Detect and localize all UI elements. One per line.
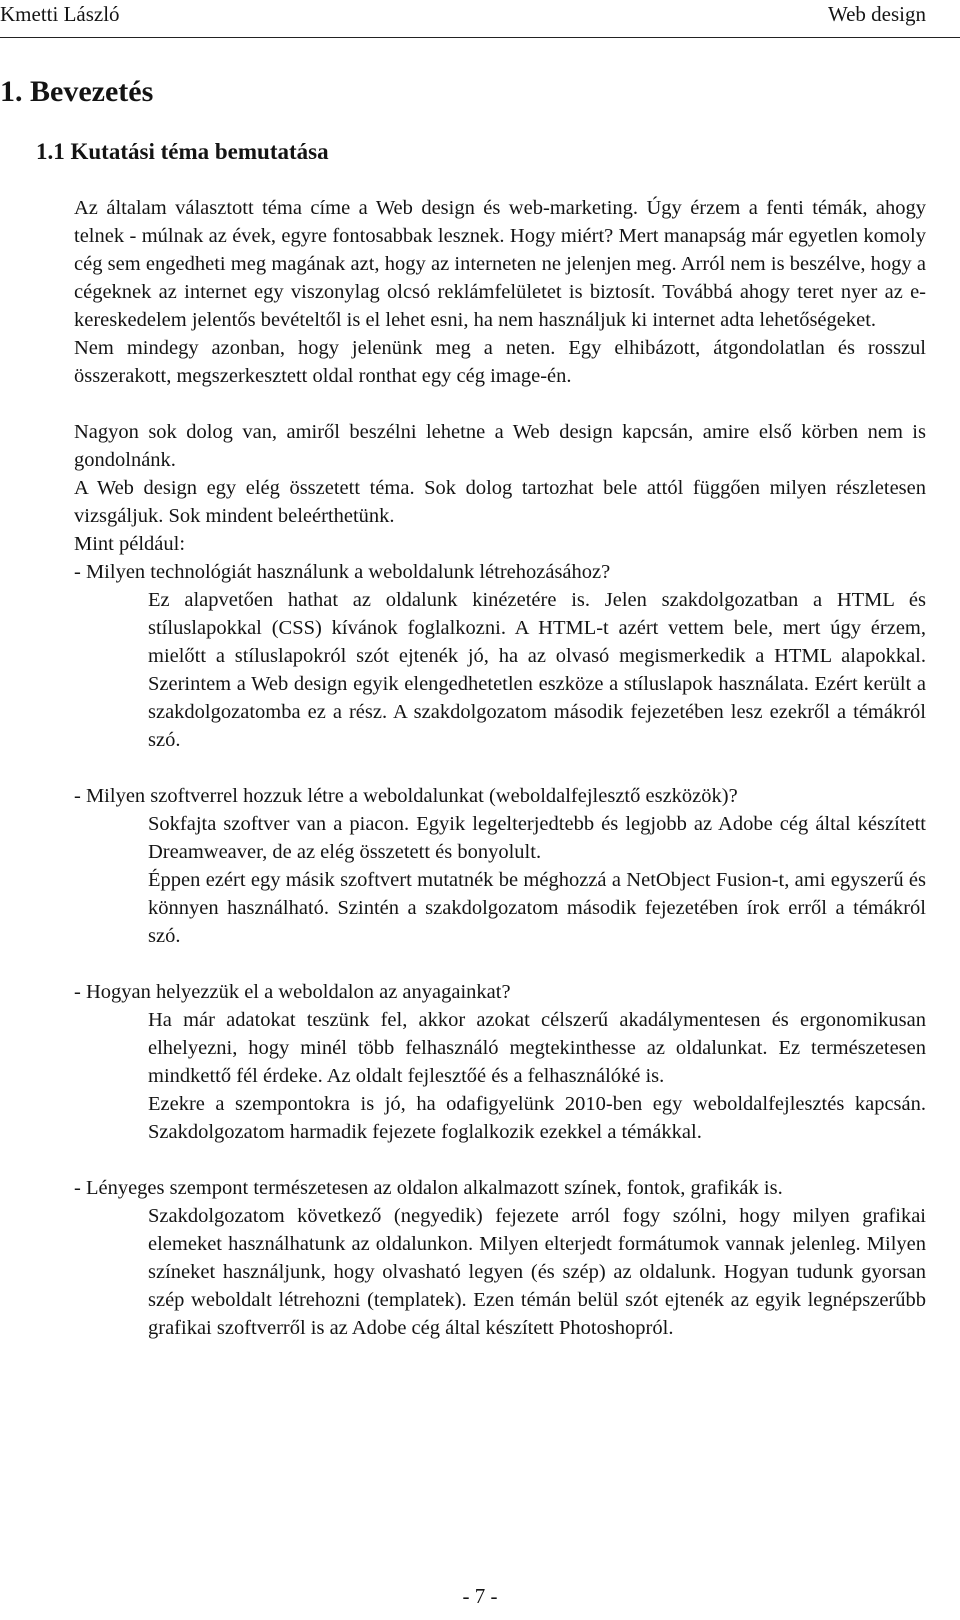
page-number: - 7 - — [462, 1584, 498, 1608]
answer-placement-accessibility: Ha már adatokat teszünk fel, akkor azokat célszerű akadálymentesen és ergonomikusan elhelyezni, hogy minél több felhasználó megtekinthesse az oldalunkat. Ez természetesen mindkettő fél érdeke. Az oldalt fejlesztőé és a felhasználóké is. — [148, 1009, 926, 1087]
question-graphics: - Lényeges szempont természetesen az oldalon alkalmazott színek, fontok, grafikák is. — [74, 1177, 783, 1199]
question-software: - Milyen szoftverrel hozzuk létre a weboldalunkat (weboldalfejlesztő eszközök)? — [74, 785, 738, 807]
paragraph-image: Nem mindegy azonban, hogy jelenünk meg a neten. Egy elhibázott, átgondolatlan és rosszul összerakott, megszerkesztett oldal ronthat egy cég image-én. — [74, 337, 926, 387]
answer-graphics: Szakdolgozatom következő (negyedik) fejezete arról fogy szólni, hogy milyen grafikai elemeket használhatunk az oldalunkon. Milyen elterjedt formátumok vannak jelenleg. Milyen színeket használjunk, hogy olvasható legyen (és szép) az oldalunk. Hogyan tudunk gyorsan szép weboldalt létrehozni (templatek). Ezen témán belül szót ejtenék az egyik legnépszerűbb grafikai szoftverről is az Adobe cég által készített Photoshopról. — [148, 1205, 926, 1339]
header-title: Web design — [827, 2, 926, 26]
header-author: Kmetti László — [0, 2, 120, 26]
body-text — [74, 194, 926, 1342]
question-technology: - Milyen technológiát használunk a weboldalunk létrehozásához? — [74, 561, 611, 583]
question-placement: - Hogyan helyezzük el a weboldalon az anyagainkat? — [74, 981, 511, 1003]
section-heading: 1.1 Kutatási téma bemutatása — [36, 139, 329, 164]
answer-placement-chapter: Ezekre a szempontokra is jó, ha odafigyelünk 2010-ben egy weboldalfejlesztés kapcsán. Szakdolgozatom harmadik fejezete foglalkozik ezekkel a témákkal. — [148, 1093, 926, 1143]
paragraph-example: Mint például: — [74, 533, 186, 555]
paragraph-intro: Az általam választott téma címe a Web design és web-marketing. Úgy érzem a fenti témák, ahogy telnek - múlnak az évek, egyre fontosabbak lesznek. Hogy miért? Mert manapság már egyetlen komoly cég sem engedheti meg magának azt, hogy az interneten ne jelenjen meg. Arról nem is beszélve, hogy a cégeknek az internet egy viszonylag olcsó reklámfelületet is biztosít. Továbbá ahogy teret nyer az e-kereskedelem jelentős bevételtől is el lehet esni, ha nem használjuk ki internet adta lehetőségeket. — [74, 197, 926, 331]
chapter-heading: 1. Bevezetés — [0, 75, 154, 108]
answer-technology: Ez alapvetően hathat az oldalunk kinézetére is. Jelen szakdolgozatban a HTML és stíluslapokkal (CSS) kívánok foglalkozni. A HTML-t azért vettem bele, mert úgy érzem, mielőtt a stíluslapokról szót ejtenék jó, ha az olvasó megismerkedik a HTML alapokkal. Szerintem a Web design egyik elengedhetetlen eszköze a stíluslapok használata. Ezért került a szakdolgozatomba ez a rész. A szakdolgozatom második fejezetében lesz ezekről a témákról szó. — [148, 589, 926, 751]
answer-software-netobject: Éppen ezért egy másik szoftvert mutatnék be méghozzá a NetObject Fusion-t, ami egyszerű és könnyen használható. Szintén a szakdolgozatom második fejezetében írok erről a témákról szó. — [148, 869, 926, 947]
paragraph-complex: A Web design egy elég összetett téma. Sok dolog tartozhat bele attól függően milyen részletesen vizsgáljuk. Sok mindent beleérthetünk. — [74, 477, 926, 527]
header-rule — [0, 37, 960, 38]
answer-software-dreamweaver: Sokfajta szoftver van a piacon. Egyik legelterjedtebb és legjobb az Adobe cég által készített Dreamweaver, de az elég összetett és bonyolult. — [148, 813, 926, 863]
paragraph-topics: Nagyon sok dolog van, amiről beszélni lehetne a Web design kapcsán, amire első körben nem is gondolnánk. — [74, 421, 926, 471]
